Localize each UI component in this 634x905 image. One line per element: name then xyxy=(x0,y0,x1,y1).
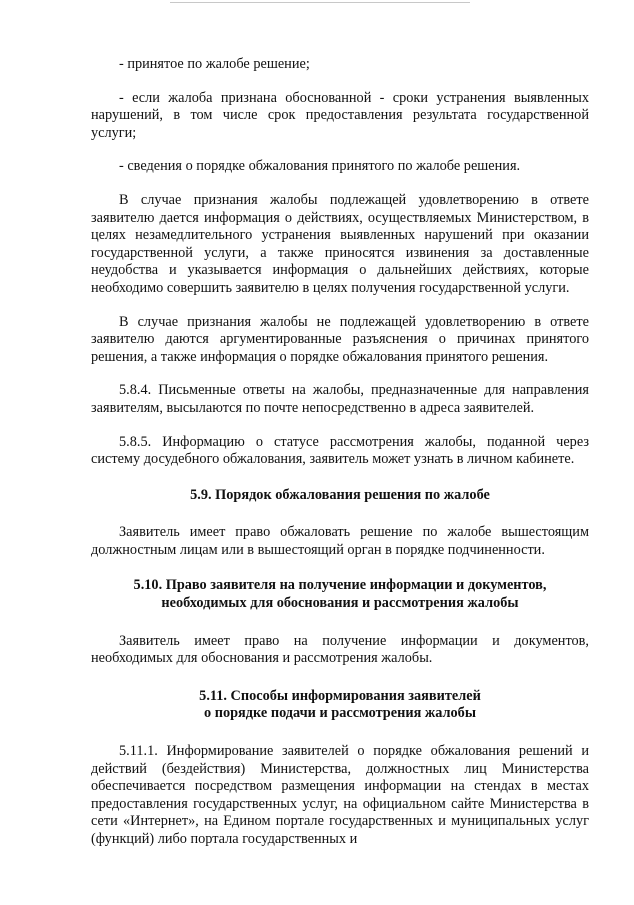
paragraph-not-satisfied: В случае признания жалобы не подлежащей удовлетворению в ответе заявителю даются аргументированные разъяснения о причинах принятого решения, а также информация о порядке обжалования принятого решения. xyxy=(91,313,589,365)
page-top-edge xyxy=(170,2,470,3)
document-body xyxy=(91,56,589,849)
list-item-deadlines: - если жалоба признана обоснованной - сроки устранения выявленных нарушений, в том числе срок предоставления результата государственной услуги; xyxy=(91,89,589,141)
section-5-10-text: Заявитель имеет право на получение информации и документов, необходимых для обоснования и рассмотрения жалобы. xyxy=(91,632,589,667)
paragraph-5-8-5: 5.8.5. Информацию о статусе рассмотрения жалобы, поданной через систему досудебного обжалования, заявитель может узнать в личном кабинете. xyxy=(91,433,589,468)
section-heading-5-11 xyxy=(91,688,589,723)
section-heading-5-10 xyxy=(91,577,589,612)
paragraph-5-8-4: 5.8.4. Письменные ответы на жалобы, предназначенные для направления заявителям, высылаются по почте непосредственно в адреса заявителей. xyxy=(91,382,589,416)
list-item-decision: - принятое по жалобе решение; xyxy=(119,56,310,72)
section-5-9-text: Заявитель имеет право обжаловать решение по жалобе вышестоящим должностным лицам или в вышестоящий орган в порядке подчиненности. xyxy=(91,524,589,558)
section-heading-5-11-line1: 5.11. Способы информирования заявителей xyxy=(199,687,481,704)
section-heading-5-11-line2: о порядке подачи и рассмотрения жалобы xyxy=(204,705,476,722)
section-heading-5-9: 5.9. Порядок обжалования решения по жалобе xyxy=(190,486,490,503)
section-heading-5-10-line2: необходимых для обоснования и рассмотрения жалобы xyxy=(161,595,519,612)
paragraph-satisfied: В случае признания жалобы подлежащей удовлетворению в ответе заявителю дается информация о действиях, осуществляемых Министерством, в целях незамедлительного устранения выявленных нарушений при оказании государственной услуги, а также приносятся извинения за доставленные неудобства и указывается информация о дальнейших действиях, которые необходимо совершить заявителю в целях получения государственной услуги. xyxy=(91,191,589,296)
section-heading-5-10-line1: 5.10. Право заявителя на получение информации и документов, xyxy=(133,577,547,594)
section-5-11-1-text: 5.11.1. Информирование заявителей о порядке обжалования решений и действий (бездействия) Министерства, должностных лиц Министерства обеспечивается посредством размещения информации на стендах в местах предоставления государственных услуг, на официальном сайте Министерства в сети «Интернет», на Едином портале государственных и муниципальных услуг (функций) либо портала государственных и xyxy=(91,743,589,847)
list-item-appeal-info: - сведения о порядке обжалования принятого по жалобе решения. xyxy=(119,158,521,175)
